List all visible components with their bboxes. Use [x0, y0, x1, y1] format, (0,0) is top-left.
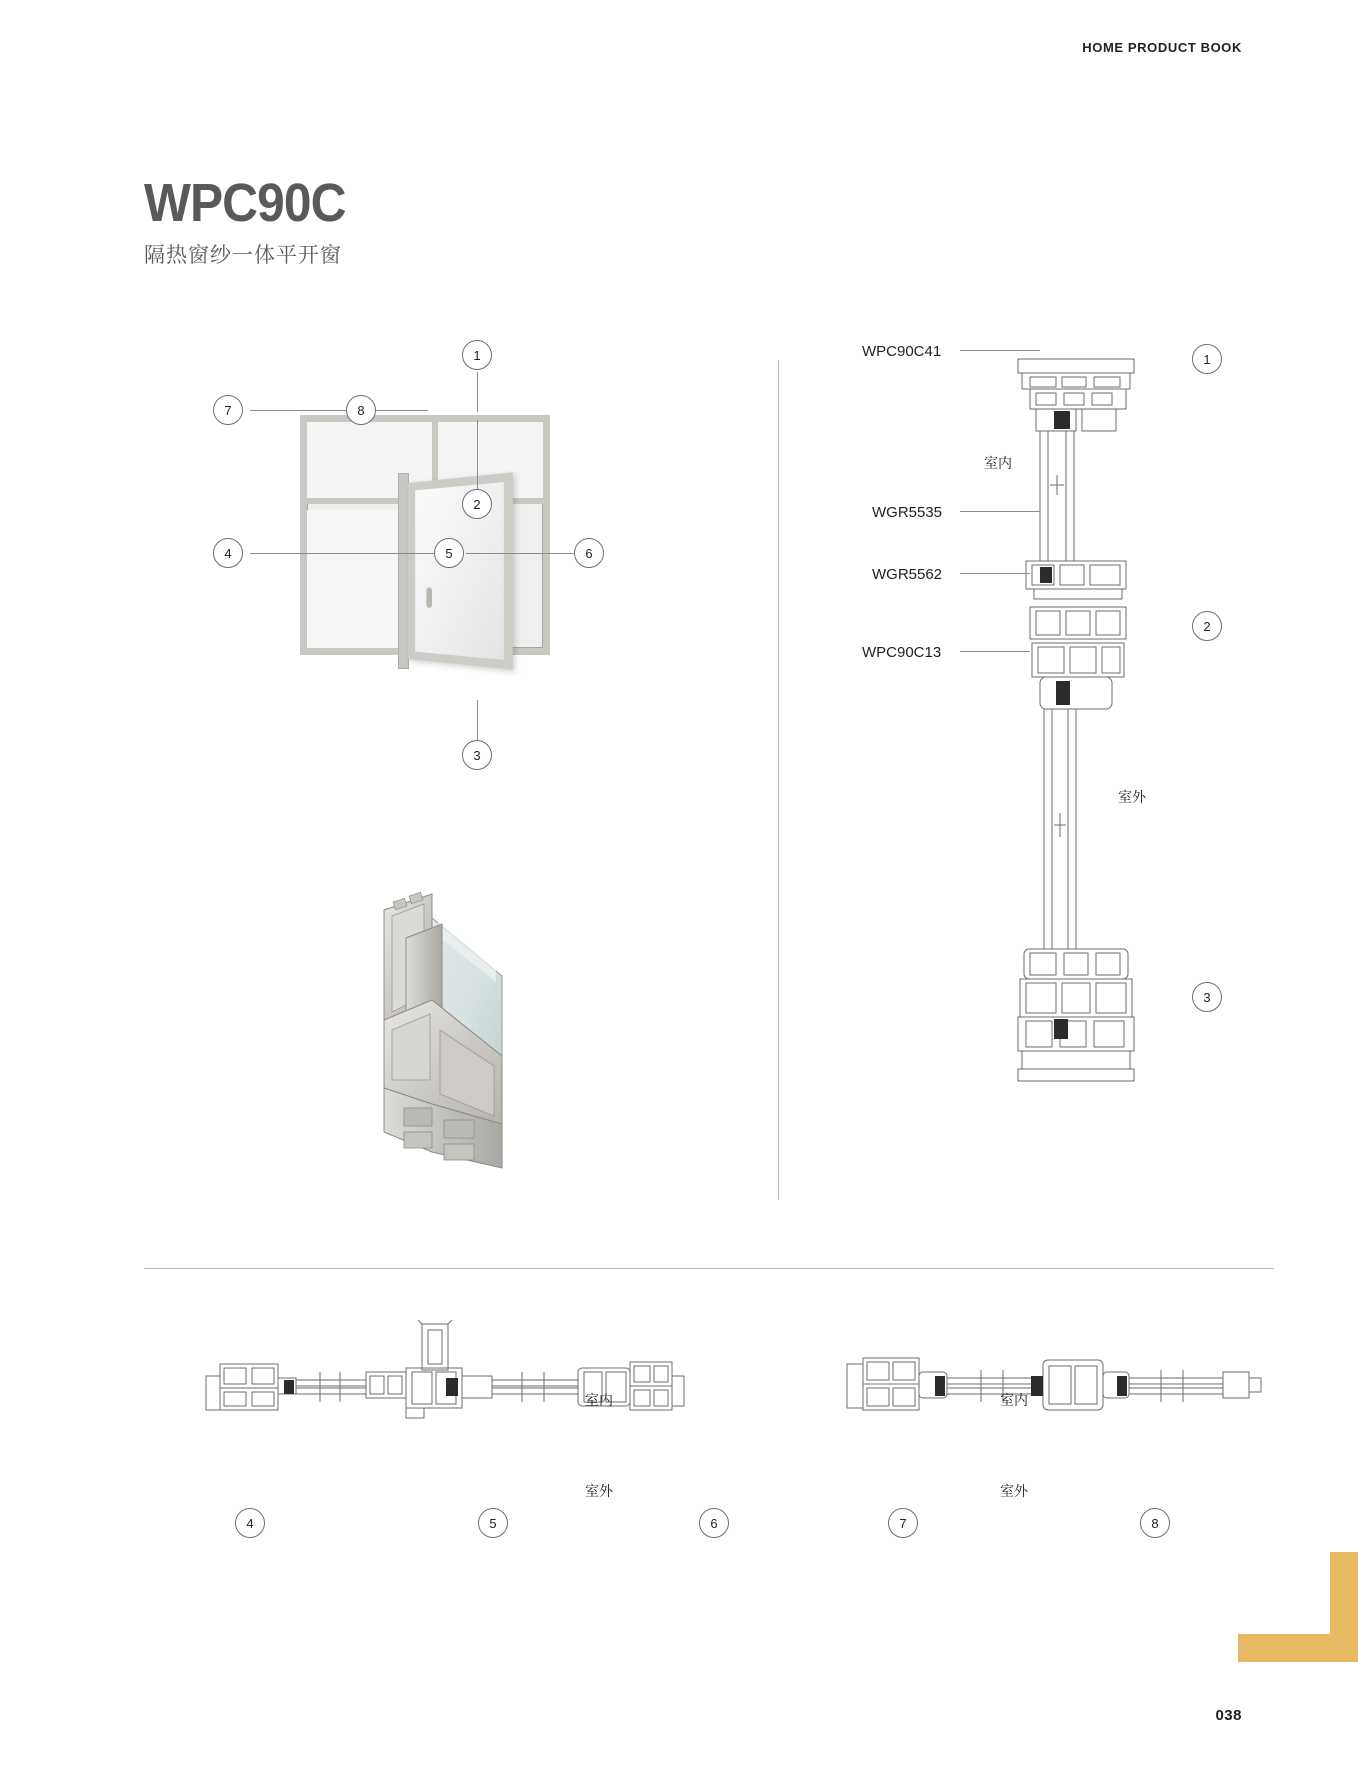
corner-accent-mark — [1238, 1552, 1358, 1662]
corner-accent-horizontal — [1238, 1634, 1358, 1662]
bottom-right-section-drawing — [835, 1320, 1275, 1450]
leader-8 — [372, 410, 428, 411]
leader-wgr5562 — [960, 573, 1030, 574]
window-open-sash — [408, 472, 513, 669]
callout-3: 3 — [462, 740, 492, 770]
bottom-callout-6: 6 — [699, 1508, 729, 1538]
section-callout-2: 2 — [1192, 611, 1222, 641]
callout-1: 1 — [462, 340, 492, 370]
label-wpc90c13: WPC90C13 — [862, 644, 942, 661]
label-wgr5535: WGR5535 — [872, 504, 943, 521]
label-outdoor-vertical: 室外 — [1118, 790, 1146, 806]
callout-4: 4 — [213, 538, 243, 568]
page-header: HOME PRODUCT BOOK — [1082, 40, 1242, 55]
page-subtitle: 隔热窗纱一体平开窗 — [144, 243, 342, 268]
leader-1 — [477, 372, 478, 412]
vertical-section-drawing — [1010, 355, 1150, 1205]
leader-4 — [250, 553, 435, 554]
callout-2: 2 — [462, 489, 492, 519]
label-indoor-vertical: 室内 — [984, 456, 1012, 472]
bottom-callout-7: 7 — [888, 1508, 918, 1538]
bottom-left-section-drawing — [200, 1320, 740, 1450]
vertical-divider — [778, 360, 779, 1200]
leader-6 — [466, 553, 574, 554]
callout-5: 5 — [434, 538, 464, 568]
bottom-callout-5: 5 — [478, 1508, 508, 1538]
page-number: 038 — [1215, 1707, 1242, 1724]
bottom-callout-4: 4 — [235, 1508, 265, 1538]
title-block — [144, 173, 363, 269]
window-handle-icon — [426, 587, 432, 608]
callout-8: 8 — [346, 395, 376, 425]
label-indoor-bottom-left: 室内 — [585, 1393, 613, 1409]
label-wpc90c41: WPC90C41 — [862, 343, 942, 360]
leader-wgr5535 — [960, 511, 1040, 512]
bottom-callout-8: 8 — [1140, 1508, 1170, 1538]
label-wgr5562: WGR5562 — [872, 566, 943, 583]
section-callout-3: 3 — [1192, 982, 1222, 1012]
label-indoor-bottom-right: 室内 — [1000, 1393, 1028, 1409]
callout-6: 6 — [574, 538, 604, 568]
leader-1b — [477, 420, 478, 495]
horizontal-divider — [144, 1268, 1274, 1269]
leader-wpc90c13 — [960, 651, 1030, 652]
corner-assembly-photo — [370, 880, 580, 1200]
label-outdoor-bottom-left: 室外 — [585, 1484, 613, 1500]
leader-7 — [250, 410, 360, 411]
page-title: WPC90C — [144, 173, 346, 233]
leader-wpc90c41 — [960, 350, 1040, 351]
section-callout-1: 1 — [1192, 344, 1222, 374]
callout-7: 7 — [213, 395, 243, 425]
label-outdoor-bottom-right: 室外 — [1000, 1484, 1028, 1500]
